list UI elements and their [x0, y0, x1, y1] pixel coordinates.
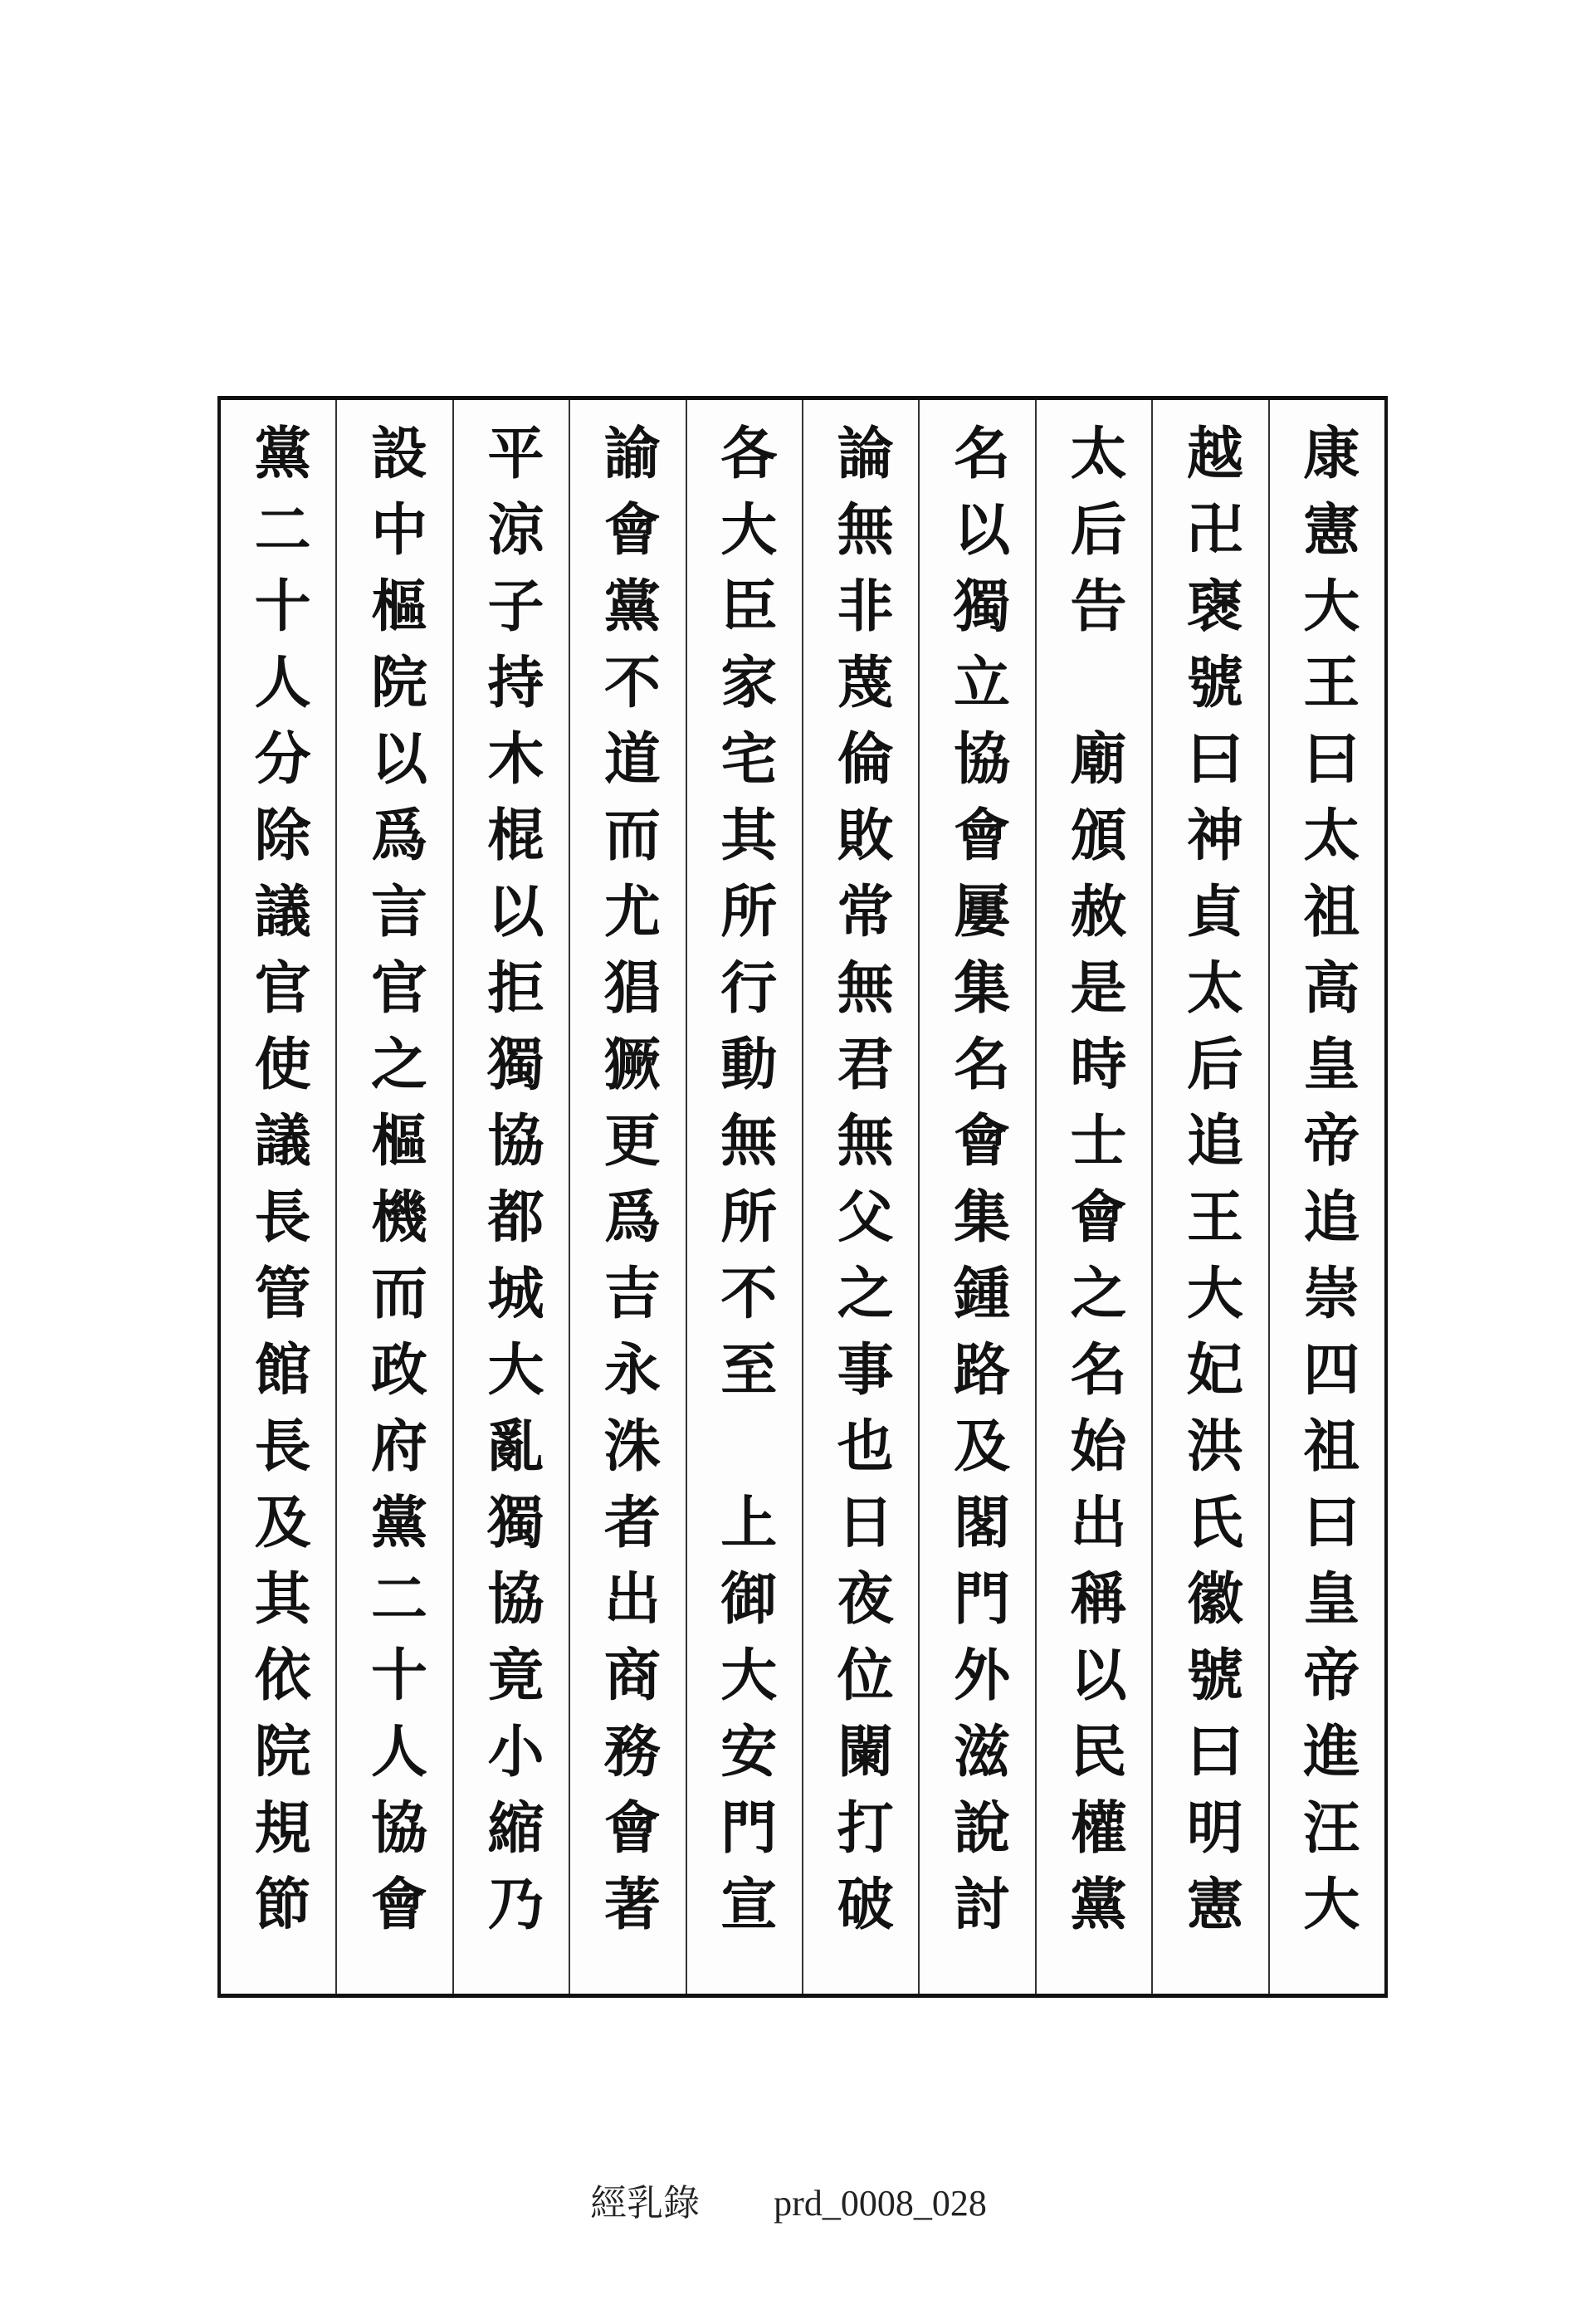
text-column-1 [1268, 400, 1384, 1994]
column-text: 太后告 廟頒赦是時士會之名始出稱以民權黨 [1060, 423, 1127, 1950]
page-id: prd_0008_028 [774, 2183, 987, 2224]
page-footer [0, 2173, 1577, 2226]
text-column-6 [686, 400, 802, 1994]
column-text: 康憲大王曰太祖高皇帝追崇四祖曰皇帝進汪大 [1293, 423, 1360, 1950]
column-text: 諭會黨不道而尤猖獗更爲吉永洙者出商務會著 [594, 423, 662, 1950]
text-column-5 [802, 400, 918, 1994]
column-text: 越卍襃號曰神貞太后追王大妃洪氏徽號曰明憲 [1177, 423, 1244, 1950]
text-frame [217, 396, 1388, 1998]
column-text: 各大臣家宅其所行動無所不至 上御大安門宣 [710, 423, 778, 1950]
column-text: 名以獨立協會屢集名會集鍾路及閣門外滋說討 [944, 423, 1011, 1950]
column-text: 論無非蔑倫敗常無君無父之事也日夜位闌打破 [828, 423, 895, 1950]
text-column-8 [452, 400, 569, 1994]
column-text: 設中樞院以爲言官之樞機而政府黨二十人協會 [361, 423, 428, 1950]
text-column-3 [1035, 400, 1151, 1994]
text-column-2 [1151, 400, 1267, 1994]
text-column-7 [569, 400, 685, 1994]
text-column-10 [221, 400, 335, 1994]
text-columns [221, 400, 1384, 1994]
column-text: 黨二十人分除議官使議長管館長及其依院規節 [245, 423, 312, 1950]
text-column-9 [335, 400, 452, 1994]
book-title: 經乳錄 [590, 2183, 701, 2224]
text-column-4 [918, 400, 1034, 1994]
column-text: 平涼子持木棍以拒獨協都城大亂獨協竟小縮乃 [477, 423, 544, 1950]
